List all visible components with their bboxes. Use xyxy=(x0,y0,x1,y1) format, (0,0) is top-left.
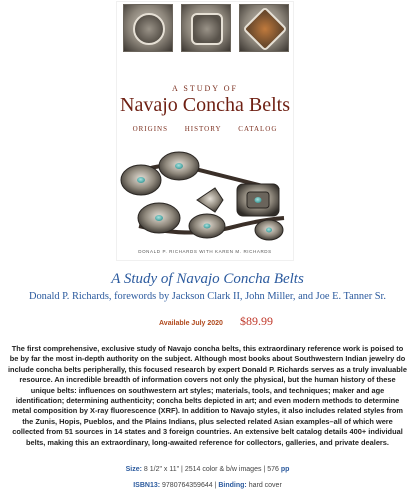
concha-thumbnail xyxy=(239,4,289,52)
availability-label: Available July 2020 xyxy=(159,320,223,327)
cover-tags xyxy=(117,125,293,135)
book-authors: Donald P. Richards, forewords by Jackson Clark II, John Miller, and Joe E. Tanner Sr. xyxy=(28,291,387,302)
isbn-value: 9780764359644 xyxy=(162,482,213,489)
price-label: $89.99 xyxy=(240,314,273,328)
book-cover-image[interactable] xyxy=(117,2,293,260)
cover-series-line: A STUDY OF xyxy=(172,84,238,93)
cover-tag: ORIGINS xyxy=(132,125,168,133)
binding-label: Binding: xyxy=(218,482,247,489)
isbn-binding-line: ISBN13: 9780764359644 | Binding: hard cover xyxy=(133,482,282,489)
images-value: 2514 color & b/w images xyxy=(184,466,262,473)
book-title-link[interactable]: A Study of Navajo Concha Belts xyxy=(111,271,304,287)
size-value: 8 1/2" x 11" xyxy=(143,466,180,473)
size-label: Size: xyxy=(125,466,142,473)
concha-belt-illustration xyxy=(119,148,291,244)
concha-thumbnail xyxy=(181,4,231,52)
specs-line: Size: 8 1/2" x 11" | 2514 color & b/w images | 576 pp xyxy=(125,466,290,473)
book-description: The first comprehensive, exclusive study of Navajo concha belts, this extraordinary reference work is poised to be by far the most in-depth authority on the subject. Although most books about Southwestern Indian jewelry do include concha belts peripherally, this focused research by expert Donald P. Richards serves as a truly invaluable resource. An incredible breadth of information covers not only the physical, but the human history of these unique belts: influences on southwestern art styles; materials, tools, and techniques; maker and age identification; determining authenticity; concha belts depicted in art; and even modern methods to determine metal composition by X-ray fluorescence (XRF). In addition to Navajo styles, it also includes related styles from the Zunis, Hopis, Pueblos, and the Plains Indians, plus selected related Asian examples–all of which were collected from 51 sources in 14 states and 3 foreign countries. An extensive belt catalog details 400+ individual belts, making this an extraordinary, long-awaited reference for collectors, galleries, and private dealers. xyxy=(8,344,407,447)
cover-title: Navajo Concha Belts xyxy=(120,94,290,116)
concha-thumbnail xyxy=(123,4,173,52)
cover-tag: HISTORY xyxy=(184,125,222,133)
cover-authors: DONALD P. RICHARDS WITH KAREN M. RICHARDS xyxy=(138,249,272,254)
cover-tag: CATALOG xyxy=(238,125,278,133)
isbn-label: ISBN13: xyxy=(133,482,161,489)
pages-value: 576 xyxy=(267,466,279,473)
binding-value: hard cover xyxy=(248,482,282,489)
cover-thumbnail-strip xyxy=(123,4,287,50)
pages-unit: pp xyxy=(280,466,290,473)
